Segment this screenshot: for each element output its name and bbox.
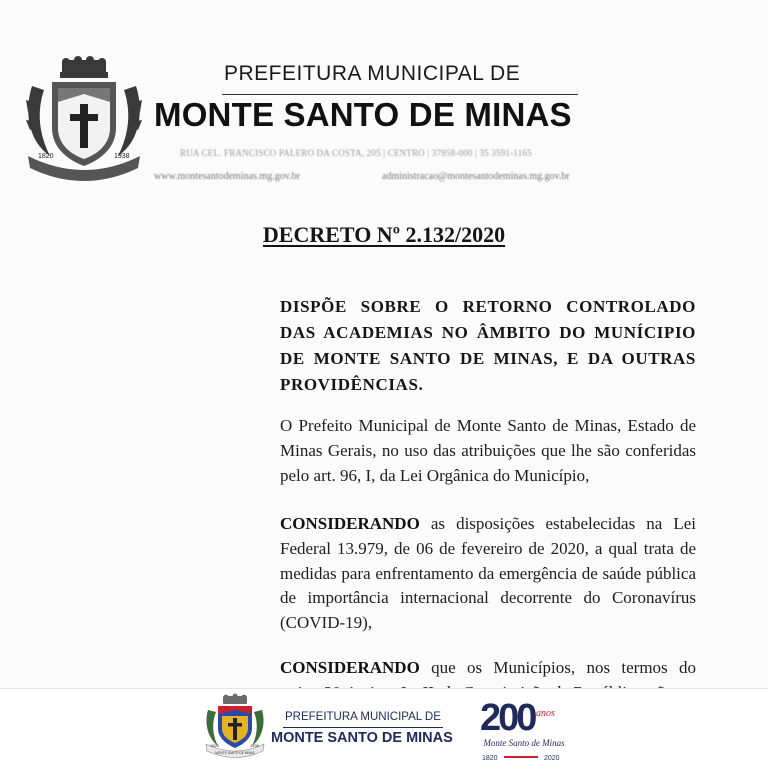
considerando-keyword: CONSIDERANDO [280, 514, 420, 533]
crest-year-right: 1938 [114, 153, 130, 160]
letterhead-email: administracao@montesantodeminas.mg.gov.br [382, 171, 570, 182]
footer-crest-year-left: 1820 [210, 743, 219, 748]
anniversary-year-end: 2020 [544, 755, 560, 762]
footer-title-line1: PREFEITURA MUNICIPAL DE [285, 711, 441, 723]
footer-title-line2: MONTE SANTO DE MINAS [271, 730, 453, 746]
footer-banner [0, 688, 768, 769]
crest-year-left: 1820 [38, 153, 54, 160]
footer-coat-of-arms [204, 694, 266, 760]
letterhead-rule [222, 94, 578, 95]
preamble-paragraph: O Prefeito Municipal de Monte Santo de Minas, Estado de Minas Gerais, no uso das atribuições que lhe são conferidas pelo art. 96, I, da Lei Orgânica do Município, [280, 416, 696, 485]
decree-ementa: DISPÕE SOBRE O RETORNO CONTROLADO DAS ACADEMIAS NO ÂMBITO DO MUNÍCIPIO DE MONTE SANTO DE MINAS, E DA OUTRAS PROVIDÊNCIAS. [280, 297, 696, 394]
municipal-coat-of-arms [22, 56, 146, 184]
footer-rule [283, 727, 443, 728]
anniversary-year-start: 1820 [482, 755, 498, 762]
letterhead-title-line1: PREFEITURA MUNICIPAL DE [224, 62, 521, 85]
200-years-logo [476, 692, 572, 764]
considerando-text: que os Municípios, nos termos do [431, 658, 696, 677]
footer-crest-year-right: 1938 [250, 743, 259, 748]
considerando-keyword: CONSIDERANDO [280, 658, 420, 677]
footer-crest-ribbon: MONTE SANTO DE MINAS [215, 751, 255, 755]
anniversary-number: 200 [480, 697, 535, 739]
letterhead-address: RUA CEL. FRANCISCO PALERO DA COSTA, 205 | CENTRO | 37958-000 | 35 3591-1165 [180, 148, 532, 158]
decree-title-block [0, 222, 768, 248]
letterhead-website: www.montesantodeminas.mg.gov.br [154, 171, 300, 182]
considerando-text: as disposições estabelecidas na Lei Federal 13.979, de 06 de fevereiro de 2020, a qual trata de medidas para enfrentamento da emergência de saúde pública de importância internacional decorrente do Coronavírus (COVID-19), [280, 514, 696, 633]
anniversary-word: anos [536, 708, 555, 719]
anniversary-script: Monte Santo de Minas [483, 738, 565, 748]
letterhead-title-line2: MONTE SANTO DE MINAS [154, 96, 572, 133]
anniversary-divider [504, 756, 538, 758]
considerando-paragraph-1 [280, 512, 696, 636]
decree-title: DECRETO Nº 2.132/2020 [262, 222, 506, 247]
